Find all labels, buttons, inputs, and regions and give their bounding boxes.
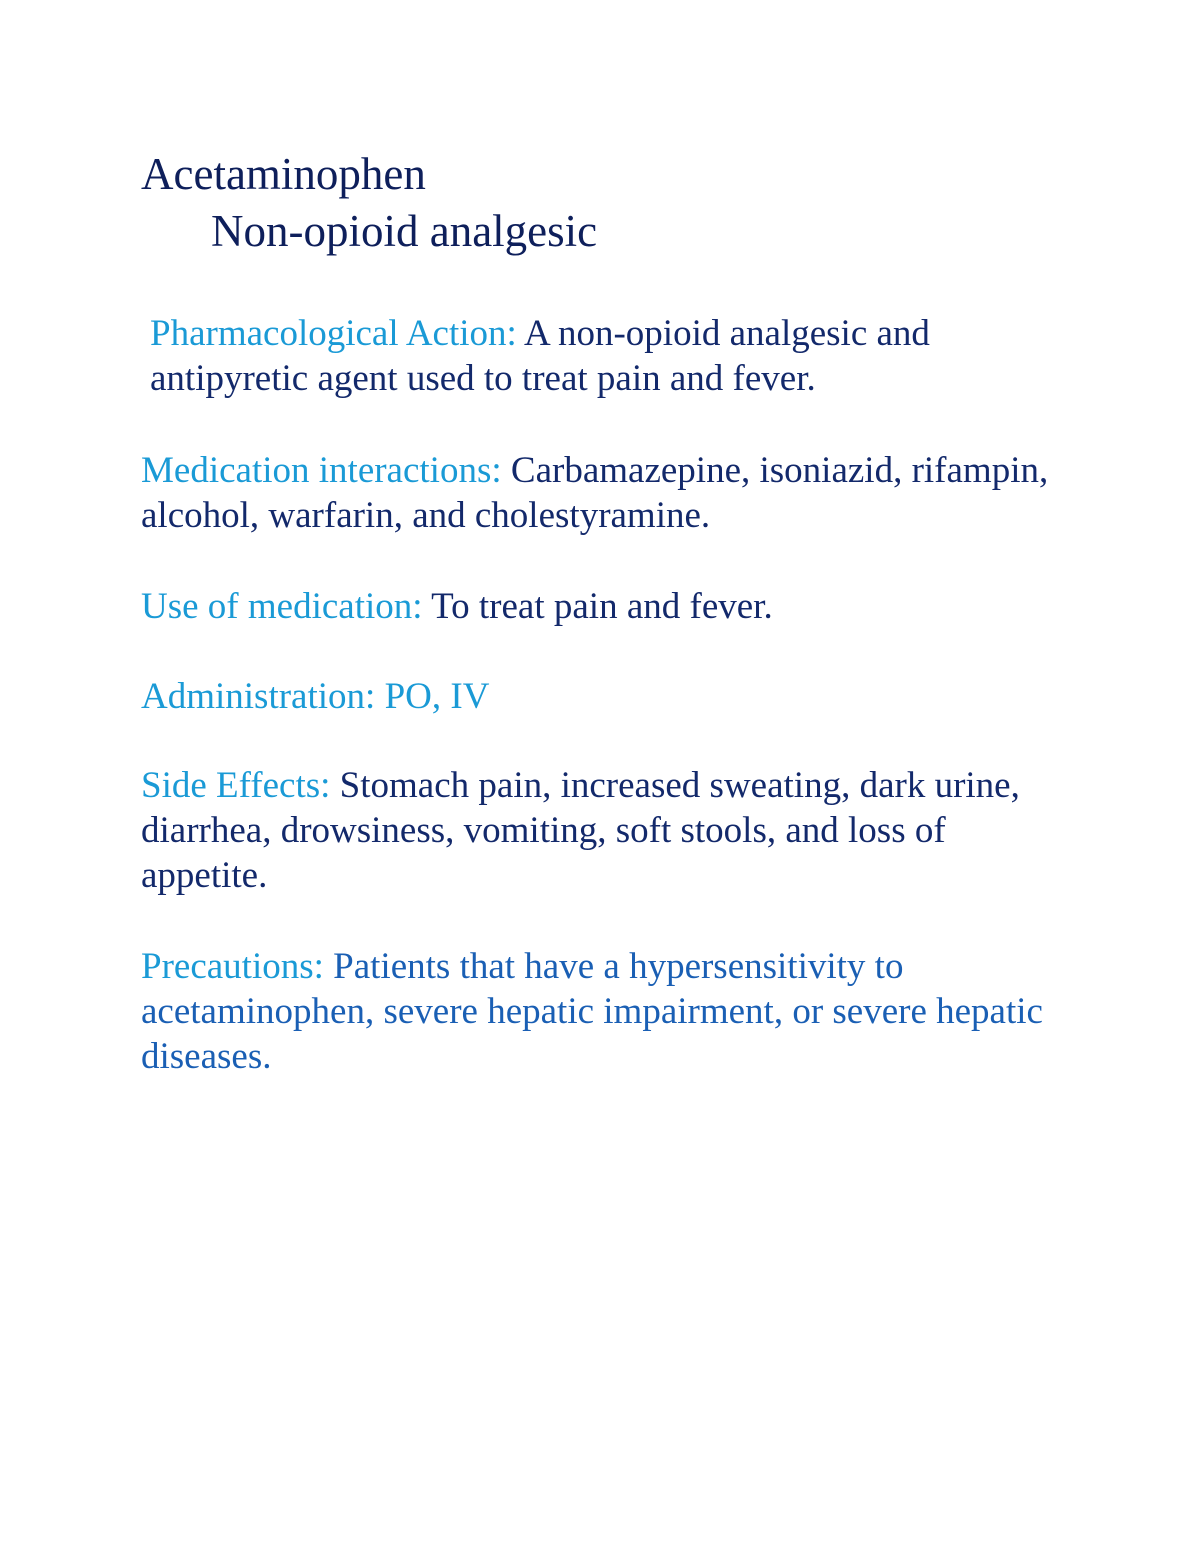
precautions-label: Precautions:: [141, 946, 324, 987]
section-pharmacological-action: [141, 311, 1080, 401]
pharmacological-action-text: A non-opioid analgesic and antipyretic agent used to treat pain and fever.: [150, 313, 930, 399]
administration-text: PO, IV: [384, 676, 490, 717]
section-use-of-medication: [141, 584, 1071, 629]
medication-interactions-text: Carbamazepine, isoniazid, rifampin, alcohol, warfarin, and cholestyramine.: [141, 450, 1049, 536]
pharmacological-action-label: Pharmacological Action:: [150, 313, 517, 354]
drug-class-subtitle: Non-opioid analgesic: [211, 206, 598, 256]
medication-interactions-label: Medication interactions:: [141, 450, 502, 491]
use-of-medication-label: Use of medication:: [141, 586, 423, 627]
section-medication-interactions: [141, 448, 1071, 538]
precautions-text: Patients that have a hypersensitivity to acetaminophen, severe hepatic impairment, or severe hepatic diseases.: [141, 946, 1043, 1077]
use-of-medication-text: To treat pain and fever.: [431, 586, 773, 627]
section-administration: [141, 674, 1071, 719]
side-effects-text: Stomach pain, increased sweating, dark urine, diarrhea, drowsiness, vomiting, soft stools, and loss of appetite.: [141, 765, 1020, 896]
side-effects-label: Side Effects:: [141, 765, 331, 806]
administration-label: Administration:: [141, 676, 376, 717]
section-precautions: [141, 944, 1071, 1079]
drug-title: Acetaminophen: [141, 149, 426, 199]
section-side-effects: [141, 763, 1071, 898]
